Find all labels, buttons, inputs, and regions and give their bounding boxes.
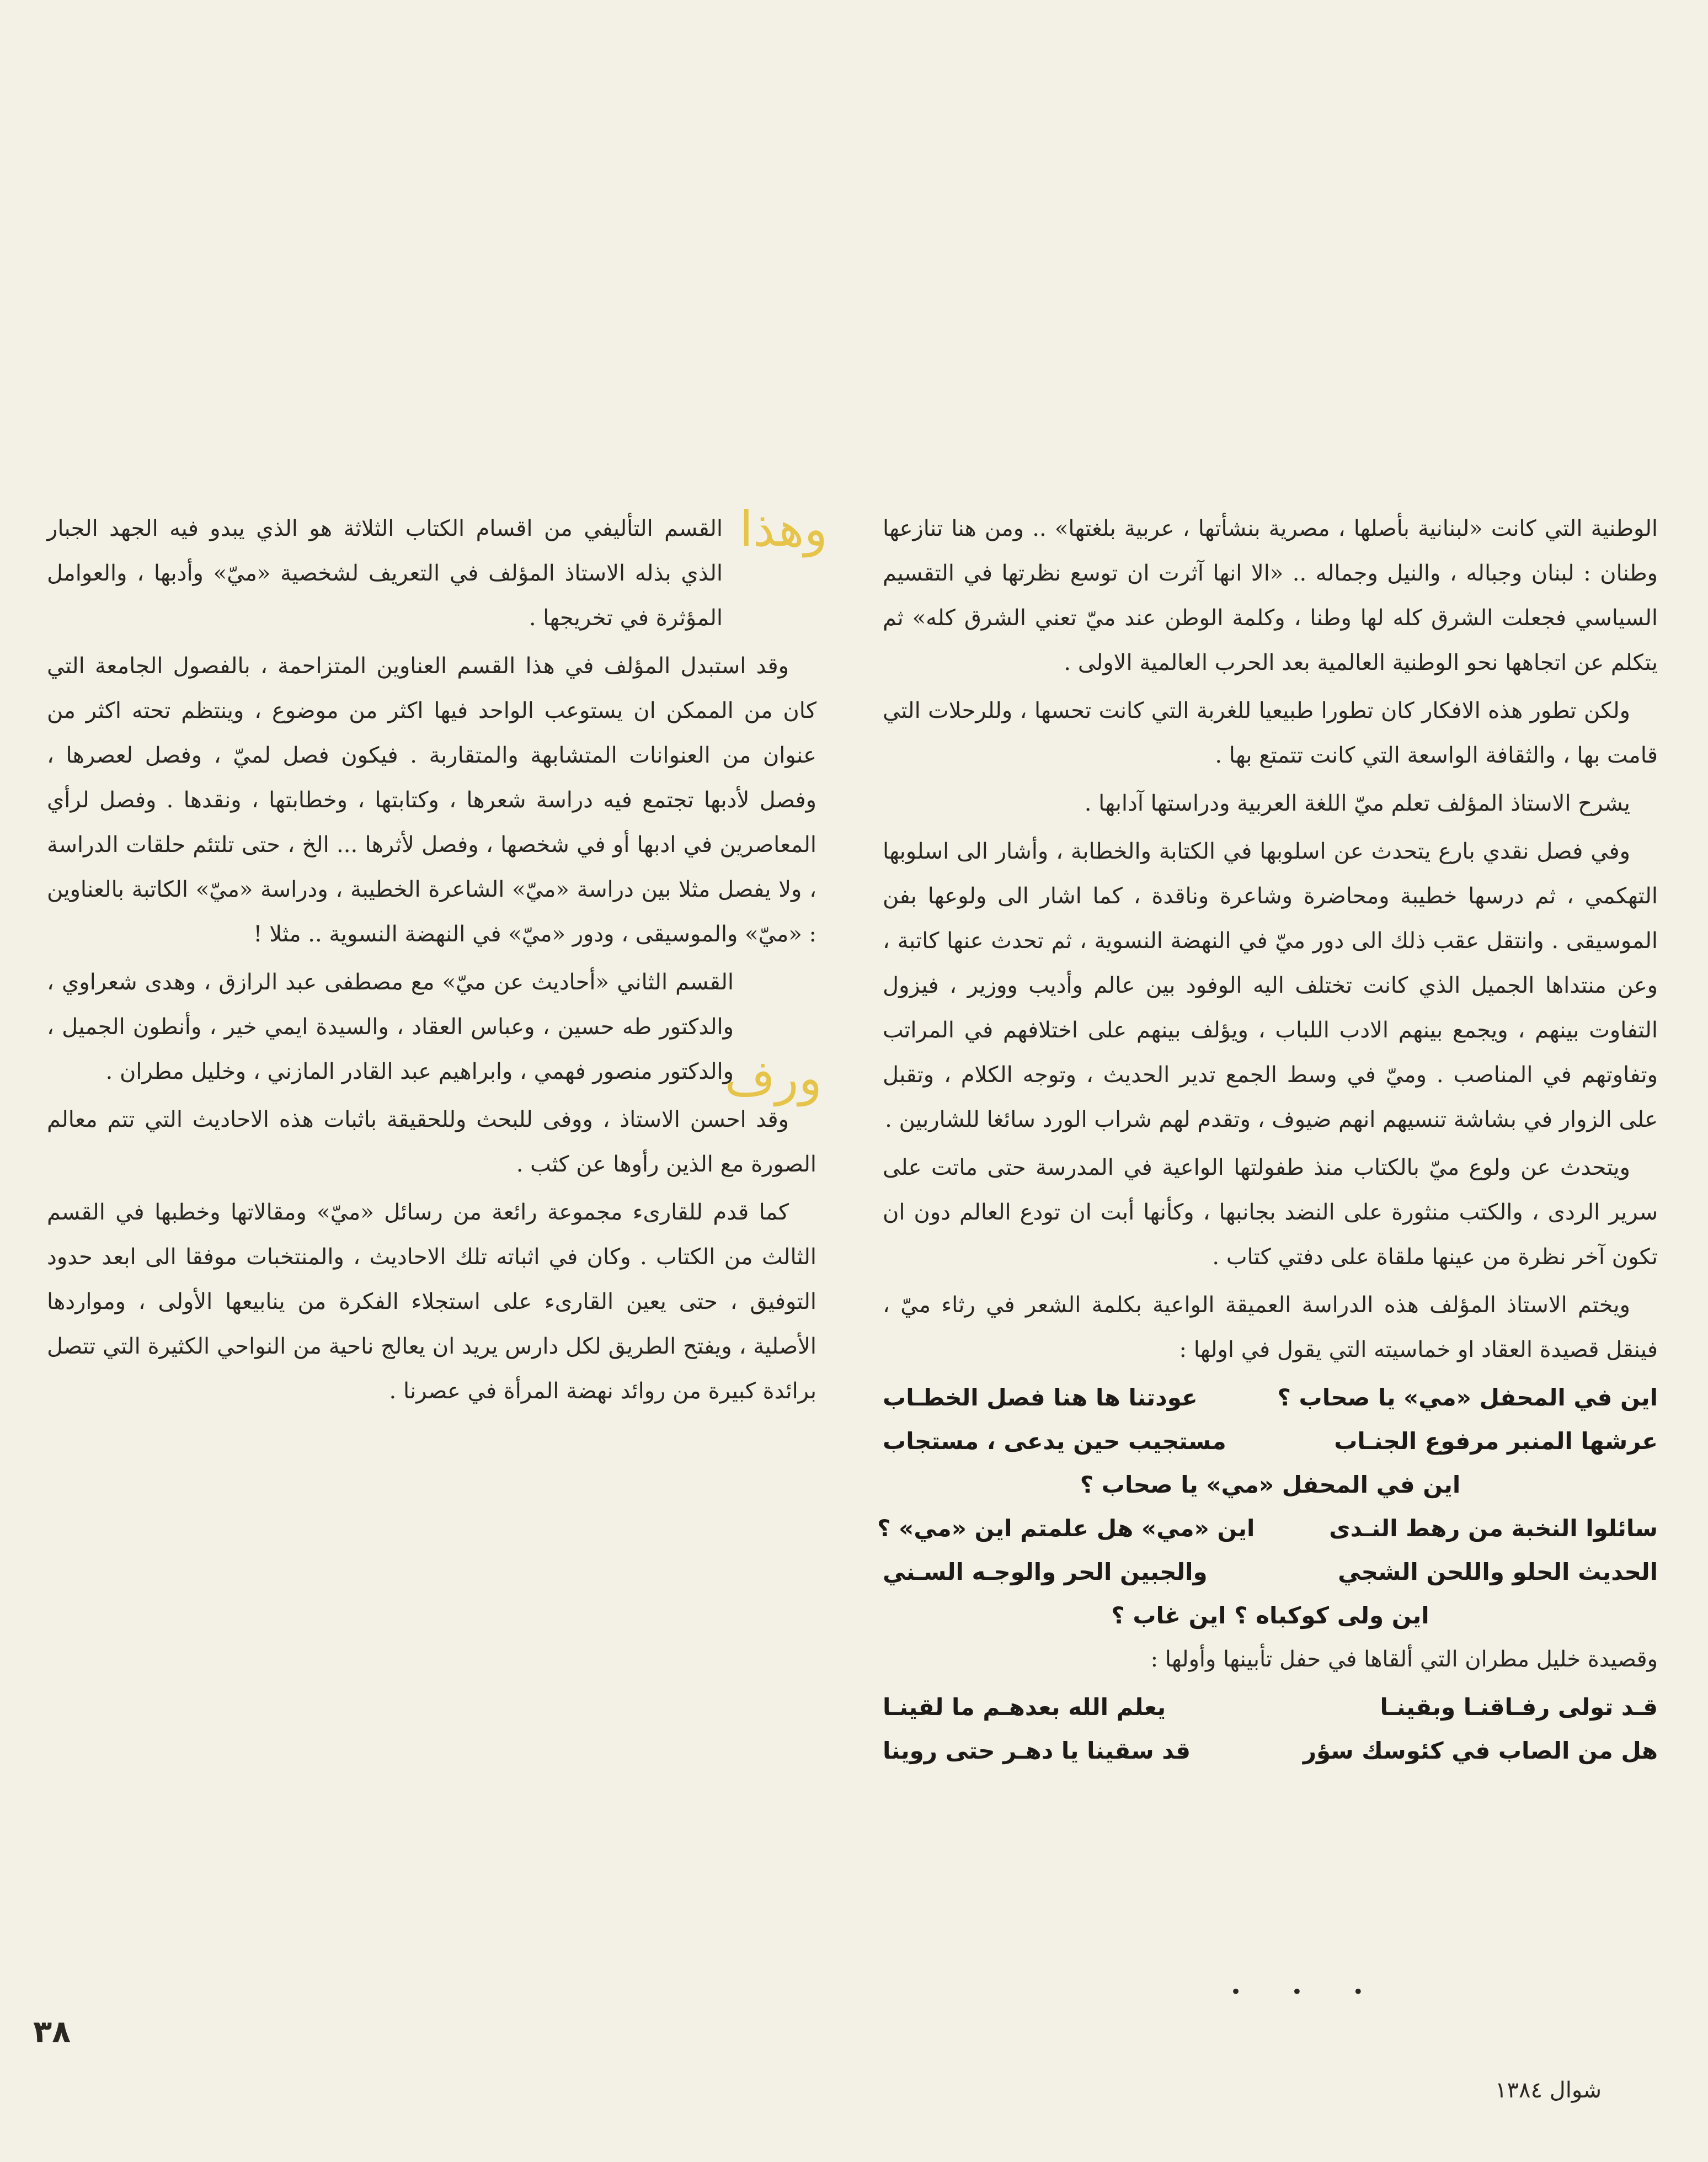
paragraph: وقصيدة خليل مطران التي ألقاها في حفل تأبينها وأولها :: [1150, 1647, 1658, 1672]
hemistich: يعلم الله بعدهـم ما لقينـا: [883, 1694, 1166, 1721]
hemistich: سائلوا النخبة من رهط النـدى: [1329, 1515, 1658, 1542]
hemistich: قد سقينا يا دهـر حتى روينا: [883, 1737, 1191, 1764]
hemistich: هل من الصاب في كئوسك سؤر: [1303, 1737, 1658, 1764]
paragraph: ويتحدث عن ولوع ميّ بالكتاب منذ طفولتها الواعية في المدرسة حتى ماتت على سرير الردى ، والكتب منثورة على النضد بجانبها ، وكأنها أبت ان تودع العالم دون ان تكون آخر نظرة من عينها ملقاة على دفتي كتاب .: [883, 1155, 1658, 1270]
issue-date: شوال ١٣٨٤: [1495, 2078, 1602, 2103]
poem-verse: [883, 1376, 1658, 1419]
section-separator: • • •: [1230, 1981, 1386, 2003]
hemistich: اين في المحفل «مي» يا صحاب ؟: [1277, 1384, 1658, 1411]
left-column: [47, 507, 816, 1417]
hemistich: مستجيب حين يدعى ، مستجاب: [883, 1428, 1226, 1455]
poem-verse: [883, 1550, 1658, 1594]
poem-refrain: اين ولى كوكباه ؟ اين غاب ؟: [1111, 1602, 1429, 1629]
poem-verse: [883, 1685, 1658, 1729]
paragraph: القسم التأليفي من اقسام الكتاب الثلاثة هو الذي يبدو فيه الجهد الجبار الذي بذله الاستاذ المؤلف في التعريف لشخصية «ميّ» وأدبها ، والعوامل المؤثرة في تخريجها .: [47, 516, 723, 631]
hemistich: والجبين الحر والوجـه السـني: [883, 1558, 1208, 1585]
hemistich: اين «مي» هل علمتم اين «مي» ؟: [877, 1515, 1255, 1542]
paragraph: ويختم الاستاذ المؤلف هذه الدراسة العميقة الواعية بكلمة الشعر في رثاء ميّ ، فينقل قصيدة العقاد او خماسيته التي يقول في اولها :: [883, 1292, 1658, 1362]
poem-verse: [883, 1419, 1658, 1463]
poem-refrain: اين في المحفل «مي» يا صحاب ؟: [1080, 1471, 1461, 1498]
hemistich: قـد تولى رفـاقنـا وبقينـا: [1380, 1694, 1658, 1721]
hemistich: عودتنا ها هنا فصل الخطـاب: [883, 1384, 1198, 1411]
paragraph: كما قدم للقارىء مجموعة رائعة من رسائل «ميّ» ومقالاتها وخطبها في القسم الثالث من الكتاب . وكان في اثباته تلك الاحاديث ، والمنتخبات موفقا الى ابعد حدود التوفيق ، حتى يعين القارىء على استجلاء الفكرة من ينابيعها الأولى ، ومواردها الأصلية ، ويفتح الطريق لكل دارس يريد ان يعالج ناحية من النواحي الكثيرة التي تتصل برائدة كبيرة من روائد نهضة المرأة في عصرنا .: [47, 1200, 816, 1404]
paragraph: وقد احسن الاستاذ ، ووفى للبحث وللحقيقة باثبات هذه الاحاديث التي تتم معالم الصورة مع الذين رأوها عن كثب .: [47, 1107, 816, 1177]
poem-verse: [877, 1506, 1658, 1550]
poem-aqqad: [877, 1376, 1658, 1637]
hemistich: الحديث الحلو واللحن الشجي: [1338, 1558, 1658, 1585]
paragraph: الوطنية التي كانت «لبنانية بأصلها ، مصرية بنشأتها ، عربية بلغتها» .. ومن هنا تنازعها وطنان : لبنان وجباله ، والنيل وجماله .. «الا انها آثرت ان توسع نظرتها في التقسيم السياسي فجعلت الشرق كله لها وطنا ، وكلمة الوطن عند ميّ تعني الشرق كله» ثم يتكلم عن اتجاهها نحو الوطنية العالمية بعد الحرب العالمية الاولى .: [883, 516, 1658, 675]
poem-verse: [883, 1729, 1658, 1772]
poem-mutran: [883, 1685, 1658, 1772]
paragraph: ولكن تطور هذه الافكار كان تطورا طبيعيا للغربة التي كانت تحسها ، وللرحلات التي قامت بها ، والثقافة الواسعة التي كانت تتمتع بها .: [883, 698, 1658, 768]
decorative-calligraphy-1: وهذا: [739, 500, 828, 557]
decorative-calligraphy-2: ورف: [724, 1050, 822, 1106]
page-number: ٣٨: [33, 2014, 71, 2050]
hemistich: عرشها المنبر مرفوع الجنـاب: [1334, 1428, 1658, 1455]
paragraph: القسم الثاني «أحاديث عن ميّ» مع مصطفى عبد الرازق ، وهدى شعراوي ، والدكتور طه حسين ، وعباس العقاد ، والسيدة ايمي خير ، وأنطون الجميل ، والدكتور منصور فهمي ، وابراهيم عبد القادر المازني ، وخليل مطران .: [47, 970, 734, 1084]
paragraph: وفي فصل نقدي بارع يتحدث عن اسلوبها في الكتابة والخطابة ، وأشار الى اسلوبها التهكمي ، ثم درسها خطيبة ومحاضرة وشاعرة وناقدة ، كما اشار الى ولوعها بفن الموسيقى . وانتقل عقب ذلك الى دور ميّ في النهضة النسوية ، ثم تحدث عنها كاتبة ، وعن منتداها الجميل الذي كانت تختلف اليه الوفود بين عالم وأديب ووزير ، فيزول التفاوت بينهم ، ويجمع بينهم الادب اللباب ، ويؤلف بينهم على اختلافهم في المراتب وتفاوتهم في المناصب . وميّ في وسط الجمع تدير الحديث ، وتوجه الكلام ، وتقبل على الزوار في بشاشة تنسيهم انهم ضيوف ، وتقدم لهم شراب الورد سائغا للشاربين .: [883, 839, 1658, 1132]
paragraph: وقد استبدل المؤلف في هذا القسم العناوين المتزاحمة ، بالفصول الجامعة التي كان من الممكن ان يستوعب الواحد فيها اكثر من موضوع ، وينتظم تحته اكثر من عنوان من العنوانات المتشابهة والمتقاربة . فيكون فصل لميّ ، وفصل لعصرها ، وفصل لأدبها تجتمع فيه دراسة شعرها ، وكتابتها ، وخطابتها ، ونقدها . وفصل لرأي المعاصرين في ادبها أو في شخصها ، وفصل لأثرها ... الخ ، حتى تلتئم حلقات الدراسة ، ولا يفصل مثلا بين دراسة «ميّ» الشاعرة الخطيبة ، ودراسة «ميّ» الكاتبة بالعناوين : «ميّ» والموسيقى ، ودور «ميّ» في النهضة النسوية .. مثلا !: [47, 653, 816, 947]
paragraph: يشرح الاستاذ المؤلف تعلم ميّ اللغة العربية ودراستها آدابها .: [1084, 791, 1630, 816]
right-column: [877, 507, 1658, 1772]
